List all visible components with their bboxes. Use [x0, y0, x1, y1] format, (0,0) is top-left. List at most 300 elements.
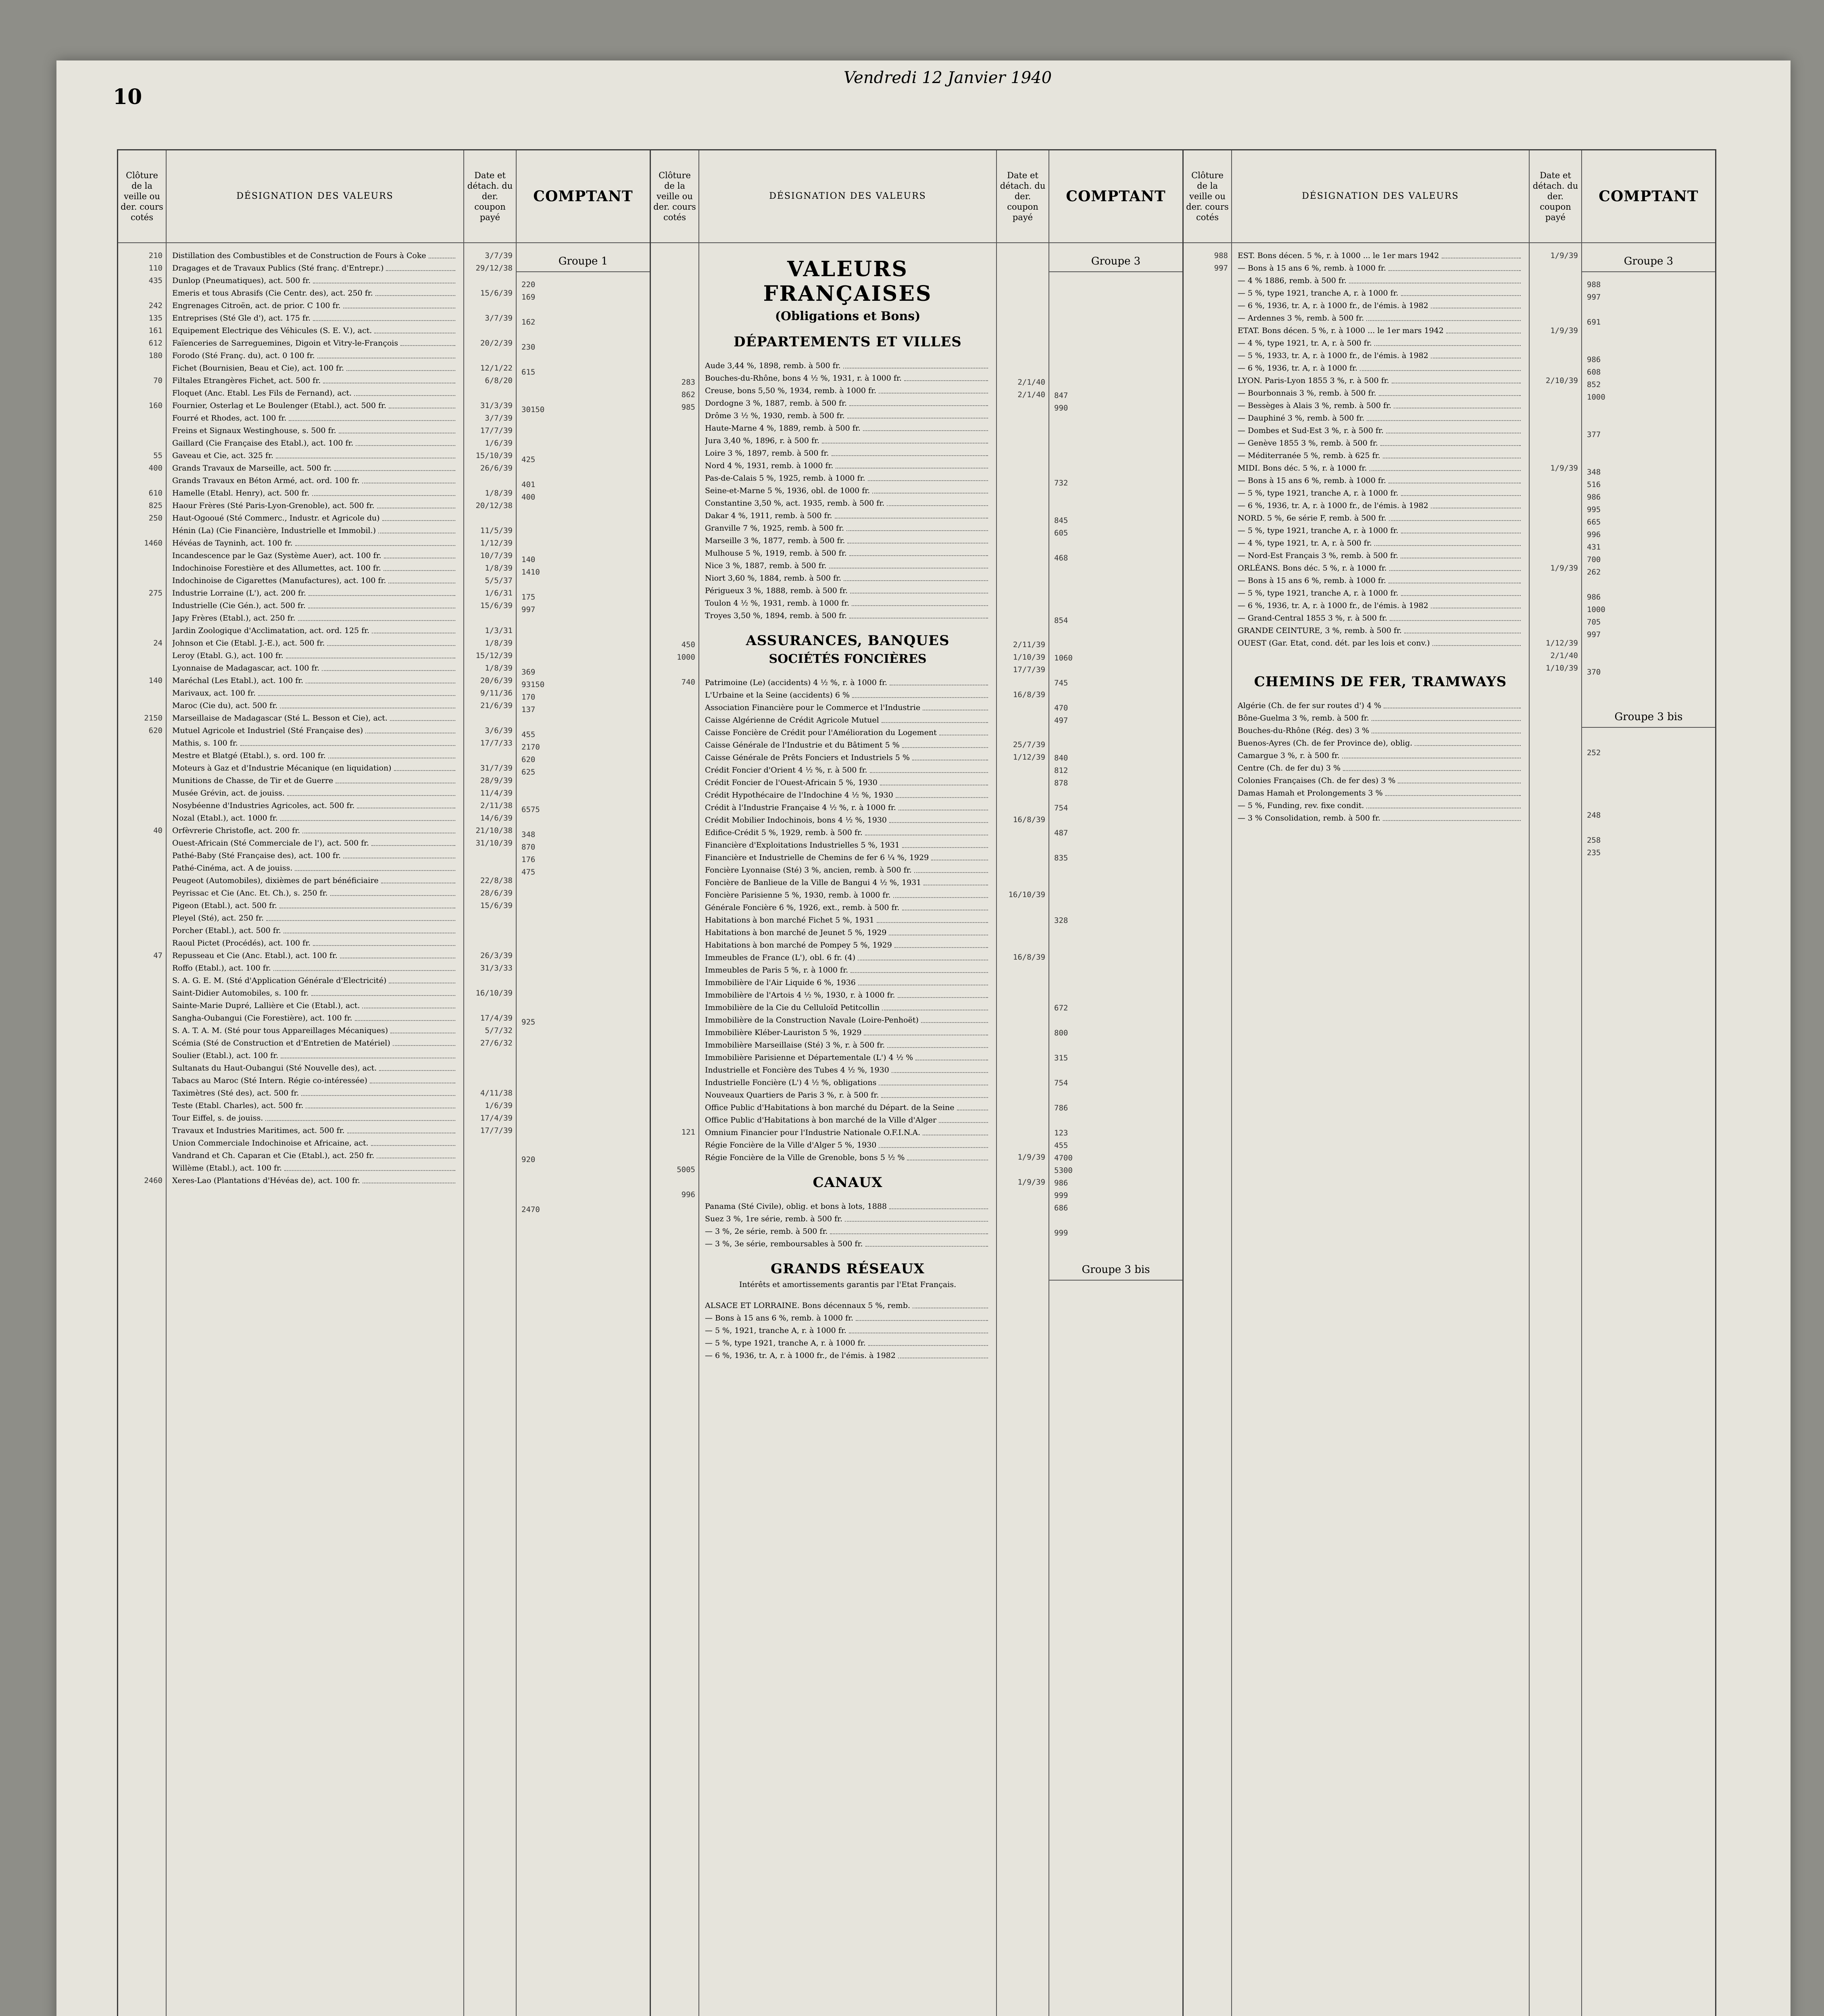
row-leader	[343, 850, 455, 858]
table-row	[705, 739, 990, 752]
table-row	[1238, 425, 1523, 437]
row-leader	[907, 1152, 988, 1160]
row-leader	[1366, 312, 1521, 321]
value-cell: 786	[1054, 1104, 1068, 1112]
table-row	[705, 1200, 990, 1213]
value-cell	[121, 362, 163, 375]
value-cell: 996	[1587, 530, 1601, 539]
value-cell: 986	[1587, 493, 1601, 502]
row-label: Pigeon (Etabl.), act. 500 fr.	[172, 901, 277, 910]
value-cell	[654, 714, 695, 726]
table-row	[172, 975, 458, 987]
row-leader	[852, 597, 988, 606]
value-cell: 610	[148, 489, 163, 498]
value-cell: 985	[681, 403, 695, 412]
table-row	[705, 1213, 990, 1225]
value-cell	[1187, 387, 1228, 400]
row-label: — Bourbonnais 3 %, remb. à 500 fr.	[1238, 389, 1376, 398]
row-label: Industrielle (Cie Gén.), act. 500 fr.	[172, 601, 306, 610]
value-cell: 252	[1587, 748, 1601, 757]
value-cell: 162	[521, 318, 536, 327]
table-row	[705, 572, 990, 585]
table-row	[1238, 487, 1523, 500]
value-cell	[654, 614, 695, 626]
row-label: Sultanats du Haut-Oubangui (Sté Nouvelle des), act.	[172, 1064, 377, 1073]
coupon-header: Date et détach. du der. coupon payé	[1530, 150, 1581, 243]
value-cell	[1533, 262, 1578, 275]
table-row	[705, 1089, 990, 1102]
row-leader	[280, 812, 455, 821]
value-cell	[654, 801, 695, 814]
value-cell	[521, 379, 646, 391]
row-leader	[346, 362, 455, 371]
value-cell	[654, 476, 695, 489]
value-cell	[1054, 814, 1179, 827]
value-cell	[1000, 1164, 1045, 1176]
row-label: Toulon 4 ½ %, 1931, remb. à 1000 fr.	[705, 599, 850, 608]
value-cell: 470	[1054, 704, 1068, 712]
value-cell	[1000, 851, 1045, 864]
designation-rows	[1232, 243, 1529, 650]
value-cell: 401	[521, 480, 536, 489]
value-cell	[1054, 1089, 1179, 1102]
value-cell	[1000, 714, 1045, 726]
value-cell	[1000, 426, 1045, 439]
row-leader	[829, 560, 988, 569]
value-cell: 283	[681, 378, 695, 387]
row-label: Raoul Pictet (Procédés), act. 100 fr.	[172, 939, 311, 948]
row-label: Fichet (Bournisien, Beau et Cie), act. 100 fr.	[172, 364, 344, 373]
value-cell	[521, 391, 646, 404]
table-row	[172, 987, 458, 1000]
row-leader	[394, 762, 455, 771]
value-cell	[1000, 551, 1045, 564]
row-leader	[381, 875, 455, 883]
value-cell: 1/8/39	[485, 489, 513, 498]
value-cell	[1000, 501, 1045, 514]
table-row	[172, 787, 458, 800]
value-cell	[654, 976, 695, 989]
row-leader	[306, 1100, 455, 1108]
row-leader	[1401, 487, 1521, 496]
row-label: Floquet (Anc. Etabl. Les Fils de Fernand), act.	[172, 389, 352, 398]
value-cell: 230	[521, 343, 536, 352]
value-cell	[467, 275, 513, 287]
row-label: Haut-Ogooué (Sté Commerc., Industr. et Agricole du)	[172, 514, 380, 523]
value-cell: 615	[521, 368, 536, 377]
row-leader	[356, 437, 455, 446]
value-cell: 3/7/39	[485, 314, 513, 323]
row-leader	[1383, 450, 1521, 458]
value-cell: 732	[1054, 479, 1068, 487]
row-leader	[898, 1350, 988, 1358]
row-leader	[836, 460, 988, 469]
coupon-column	[997, 150, 1049, 2016]
value-cell	[654, 664, 695, 676]
row-label: Immobilière Kléber-Lauriston 5 %, 1929	[705, 1028, 862, 1037]
value-cell	[1054, 564, 1179, 577]
value-cell: 431	[1587, 543, 1601, 552]
value-cell: 997	[1214, 264, 1228, 273]
row-leader	[301, 1087, 455, 1096]
value-cell: 9/11/36	[480, 689, 513, 698]
row-label: Foncière Lyonnaise (Sté) 3 %, ancien, remb. à 500 fr.	[705, 866, 912, 875]
row-leader	[879, 385, 988, 394]
table-row	[705, 585, 990, 597]
value-cell: 620	[521, 755, 536, 764]
value-cell	[1533, 387, 1578, 400]
row-leader	[276, 450, 455, 458]
row-leader	[864, 1027, 988, 1035]
table-row	[705, 1139, 990, 1152]
table-row	[705, 927, 990, 939]
value-cell	[467, 612, 513, 625]
row-leader	[923, 1127, 988, 1135]
value-cell: 93150	[521, 680, 545, 689]
table-row	[1238, 637, 1523, 650]
row-label: Colonies Françaises (Ch. de fer des) 3 %	[1238, 776, 1396, 785]
section-title-valeurs: VALEURS FRANÇAISES	[763, 257, 932, 306]
row-leader	[330, 887, 455, 896]
row-leader	[308, 600, 455, 608]
value-cell	[1054, 964, 1179, 977]
value-cell: 862	[681, 390, 695, 399]
value-cell	[1000, 901, 1045, 914]
value-cell	[121, 1137, 163, 1150]
value-cell	[1587, 641, 1712, 654]
value-cell	[1054, 489, 1179, 502]
value-cell	[121, 662, 163, 675]
value-cell	[521, 941, 646, 954]
table-row	[172, 387, 458, 400]
table-row	[1238, 787, 1523, 800]
value-cell: 686	[1054, 1204, 1068, 1212]
value-cell	[1187, 312, 1228, 325]
value-cell	[1587, 654, 1712, 666]
value-cell	[121, 837, 163, 850]
value-cell: 825	[148, 501, 163, 510]
value-cell: 1/9/39	[1550, 326, 1578, 335]
value-cell: 997	[1587, 293, 1601, 302]
value-cell: 16/10/39	[1008, 890, 1045, 899]
table-row	[1238, 737, 1523, 750]
table-row	[1238, 437, 1523, 450]
value-cell: 17/7/39	[1013, 665, 1045, 674]
value-cell: 450	[681, 640, 695, 649]
table-row	[705, 1064, 990, 1077]
designation-header: DÉSIGNATION DES VALEURS	[1232, 150, 1529, 243]
value-cell	[1000, 1126, 1045, 1139]
row-leader	[835, 510, 988, 519]
value-cell	[1587, 734, 1712, 747]
value-cell	[1054, 927, 1179, 939]
row-leader	[265, 1112, 455, 1121]
value-cell	[654, 964, 695, 976]
value-cell: 17/7/39	[480, 1126, 513, 1135]
row-label: Mutuel Agricole et Industriel (Sté Française des)	[172, 726, 363, 735]
row-label: Fournier, Osterlag et Le Boulenger (Etabl.), act. 500 fr.	[172, 401, 387, 410]
value-cell	[1187, 562, 1228, 575]
row-label: Loire 3 %, 1897, remb. à 500 fr.	[705, 449, 829, 458]
table-row	[705, 472, 990, 485]
row-leader	[882, 1002, 988, 1010]
row-leader	[340, 950, 455, 958]
row-label: Foncière de Banlieue de la Ville de Bangui 4 ½ %, 1931	[705, 878, 921, 887]
table-row	[172, 962, 458, 975]
row-leader	[1389, 562, 1521, 571]
row-label: ORLÉANS. Bons déc. 5 %, r. à 1000 fr.	[1238, 564, 1387, 573]
row-label: ETAT. Bons décen. 5 %, r. à 1000 ... le 1er mars 1942	[1238, 326, 1444, 335]
value-cell: 620	[148, 726, 163, 735]
table-row	[705, 597, 990, 610]
value-cell	[1533, 587, 1578, 600]
table-row	[172, 1087, 458, 1100]
row-label: Hévéas de Tayninh, act. 100 fr.	[172, 539, 293, 548]
value-cell	[1587, 404, 1712, 416]
row-leader	[852, 689, 988, 698]
value-cell	[1054, 502, 1179, 514]
row-leader	[898, 989, 988, 998]
row-leader	[377, 500, 455, 508]
table-row	[705, 889, 990, 902]
table-row	[1238, 762, 1523, 775]
value-cell	[121, 937, 163, 950]
row-label: Marseille 3 %, 1877, remb. à 500 fr.	[705, 536, 845, 545]
value-cell	[121, 912, 163, 925]
row-label: — Genève 1855 3 %, remb. à 500 fr.	[1238, 439, 1378, 448]
row-label: Immobilière de l'Artois 4 ½ %, 1930, r. à 1000 fr.	[705, 991, 895, 1000]
value-cell: 845	[1054, 516, 1068, 525]
value-cell: 248	[1587, 811, 1601, 820]
row-leader	[313, 312, 455, 321]
row-label: Algérie (Ch. de fer sur routes d') 4 %	[1238, 701, 1382, 710]
value-cell	[467, 750, 513, 762]
value-cell	[121, 900, 163, 912]
row-label: Munitions de Chasse, de Tir et de Guerre	[172, 776, 334, 785]
value-cell: 2470	[521, 1205, 540, 1214]
value-cell	[1533, 750, 1578, 762]
value-cell	[121, 387, 163, 400]
table-row	[1238, 312, 1523, 325]
row-leader	[287, 787, 455, 796]
value-cell	[521, 541, 646, 554]
row-label: Lyonnaise de Madagascar, act. 100 fr.	[172, 664, 320, 673]
row-label: Nosybéenne d'Industries Agricoles, act. 500 fr.	[172, 801, 355, 810]
table-row	[172, 662, 458, 675]
row-label: L'Urbaine et la Seine (accidents) 6 %	[705, 691, 850, 700]
row-label: Japy Frères (Etabl.), act. 250 fr.	[172, 614, 296, 623]
row-leader	[343, 300, 455, 308]
row-leader	[313, 275, 455, 283]
row-leader	[1389, 512, 1521, 521]
value-cell: 29/12/38	[475, 264, 513, 273]
row-leader	[384, 550, 455, 558]
row-leader	[1388, 262, 1521, 271]
comptant-column	[1049, 150, 1182, 2016]
quotation-table	[117, 149, 1716, 2016]
value-cell	[1054, 439, 1179, 452]
row-leader	[1401, 287, 1521, 296]
row-label: Industrielle Foncière (L') 4 ½ %, obligations	[705, 1078, 877, 1087]
value-cell: 1/3/31	[485, 626, 513, 635]
value-cell	[1533, 275, 1578, 287]
table-row	[705, 1312, 990, 1325]
value-cell: 672	[1054, 1004, 1068, 1012]
value-cell	[521, 466, 646, 479]
row-label: LYON. Paris-Lyon 1855 3 %, r. à 500 fr.	[1238, 376, 1389, 385]
table-row	[172, 675, 458, 687]
value-cell: 16/8/39	[1013, 690, 1045, 699]
value-cell: 10/7/39	[480, 551, 513, 560]
value-cell	[1187, 725, 1228, 737]
row-label: — Bons à 15 ans 6 %, remb. à 1000 fr.	[1238, 476, 1386, 485]
row-label: Tabacs au Maroc (Sté Intern. Régie co-intéressée)	[172, 1076, 367, 1085]
value-cell	[521, 904, 646, 916]
value-cell: 691	[1587, 318, 1601, 327]
table-row	[1238, 350, 1523, 362]
value-cell	[1533, 575, 1578, 587]
row-leader	[847, 535, 988, 544]
row-label: Travaux et Industries Maritimes, act. 500 fr.	[172, 1126, 345, 1135]
table-row	[172, 375, 458, 387]
value-cell	[1587, 784, 1712, 797]
value-cell	[521, 654, 646, 666]
designation-column	[699, 150, 997, 2016]
row-label: Industrielle et Foncière des Tubes 4 ½ %, 1930	[705, 1066, 889, 1075]
value-cell	[1000, 564, 1045, 576]
row-label: — Dombes et Sud-Est 3 %, r. à 500 fr.	[1238, 426, 1384, 435]
value-cell	[121, 962, 163, 975]
value-cell	[467, 912, 513, 925]
row-leader	[1366, 800, 1521, 808]
value-cell	[654, 864, 695, 876]
value-cell	[1187, 462, 1228, 475]
value-cell: 21/6/39	[480, 701, 513, 710]
value-cell: 210	[148, 251, 163, 260]
value-cell	[467, 1137, 513, 1150]
coupon-values	[464, 243, 516, 1187]
row-label: — Bons à 15 ans 6 %, remb. à 1000 fr.	[1238, 264, 1386, 273]
table-row	[1238, 275, 1523, 287]
value-cell	[1000, 1001, 1045, 1014]
section-assurances: ASSURANCES, BANQUES	[746, 633, 950, 649]
value-cell	[1587, 759, 1712, 772]
value-cell	[1533, 525, 1578, 537]
table-row	[1238, 412, 1523, 425]
table-row	[705, 522, 990, 535]
row-leader	[289, 412, 455, 421]
row-leader	[379, 1062, 455, 1071]
row-label: Nord 4 %, 1931, remb. à 1000 fr.	[705, 461, 834, 470]
value-cell: 17/7/39	[480, 426, 513, 435]
row-leader	[1415, 737, 1521, 746]
row-leader	[923, 877, 988, 885]
row-label: Saint-Didier Automobiles, s. 100 fr.	[172, 989, 309, 998]
value-cell	[654, 826, 695, 839]
row-label: — 5 %, Funding, rev. fixe condit.	[1238, 801, 1364, 810]
row-label: Gaillard (Cie Française des Etabl.), act. 100 fr.	[172, 439, 354, 448]
table-row	[172, 937, 458, 950]
close-header: Clôture de la veille ou der. cours cotés	[1184, 150, 1231, 243]
value-cell	[1533, 437, 1578, 450]
value-cell	[1000, 1201, 1045, 1214]
block-1	[118, 150, 651, 2016]
row-label: — 6 %, 1936, tr. A, r. à 1000 fr., de l'émis. à 1982	[1238, 601, 1428, 610]
value-cell	[1000, 614, 1045, 626]
row-label: Hamelle (Etabl. Henry), act. 500 fr.	[172, 489, 310, 498]
row-leader	[362, 475, 455, 483]
block-2	[651, 150, 1184, 2016]
row-label: Willème (Etabl.), act. 100 fr.	[172, 1164, 282, 1173]
table-row	[705, 852, 990, 864]
row-leader	[843, 360, 988, 369]
value-cell: 16/8/39	[1013, 953, 1045, 962]
table-row	[172, 600, 458, 612]
value-cell	[467, 1075, 513, 1087]
value-cell: 26/3/39	[480, 951, 513, 960]
row-label: Office Public d'Habitations à bon marché de la Ville d'Alger	[705, 1116, 937, 1125]
value-cell: 110	[148, 264, 163, 273]
value-cell	[1000, 964, 1045, 976]
value-cell	[1054, 414, 1179, 427]
value-cell	[521, 354, 646, 366]
group-label: Groupe 1	[517, 255, 650, 272]
table-row	[1238, 250, 1523, 262]
price-values-bis	[1582, 728, 1715, 859]
value-cell	[1054, 539, 1179, 552]
row-label: Haour Frères (Sté Paris-Lyon-Grenoble), act. 500 fr.	[172, 501, 375, 510]
value-cell	[121, 525, 163, 537]
table-row	[705, 989, 990, 1002]
value-cell	[1187, 612, 1228, 625]
table-row	[1238, 612, 1523, 625]
value-cell: 2/11/39	[1013, 640, 1045, 649]
value-cell: 31/10/39	[475, 839, 513, 848]
row-label: Freins et Signaux Westinghouse, s. 500 fr.	[172, 426, 336, 435]
row-leader	[280, 700, 455, 708]
value-cell: 920	[521, 1155, 536, 1164]
row-leader	[339, 425, 455, 433]
value-cell	[121, 1150, 163, 1162]
table-row	[705, 547, 990, 560]
row-leader	[306, 675, 455, 683]
value-cell	[1054, 664, 1179, 677]
value-cell	[121, 875, 163, 887]
value-cell	[121, 1100, 163, 1112]
value-cell: 4700	[1054, 1154, 1073, 1162]
value-cell	[654, 1139, 695, 1151]
value-cell: 2/10/39	[1545, 376, 1578, 385]
row-label: Entreprises (Sté Gle d'), act. 175 fr.	[172, 314, 311, 323]
value-cell	[654, 914, 695, 926]
value-cell: 997	[521, 605, 536, 614]
value-cell: 175	[521, 593, 536, 602]
value-cell	[654, 901, 695, 914]
row-label: Moteurs à Gaz et d'Industrie Mécanique (en liquidation)	[172, 764, 392, 773]
value-cell	[521, 629, 646, 641]
row-leader	[357, 800, 455, 808]
table-row	[705, 677, 990, 689]
table-row	[705, 422, 990, 435]
row-leader	[286, 650, 455, 658]
row-label: Association Financière pour le Commerce et l'Industrie	[705, 703, 921, 712]
value-cell: 31/3/33	[480, 964, 513, 973]
row-leader	[386, 262, 455, 271]
table-row	[705, 360, 990, 372]
row-label: Equipement Electrique des Véhicules (S. E. V.), act.	[172, 326, 372, 335]
table-row	[172, 475, 458, 487]
row-leader	[939, 727, 988, 735]
